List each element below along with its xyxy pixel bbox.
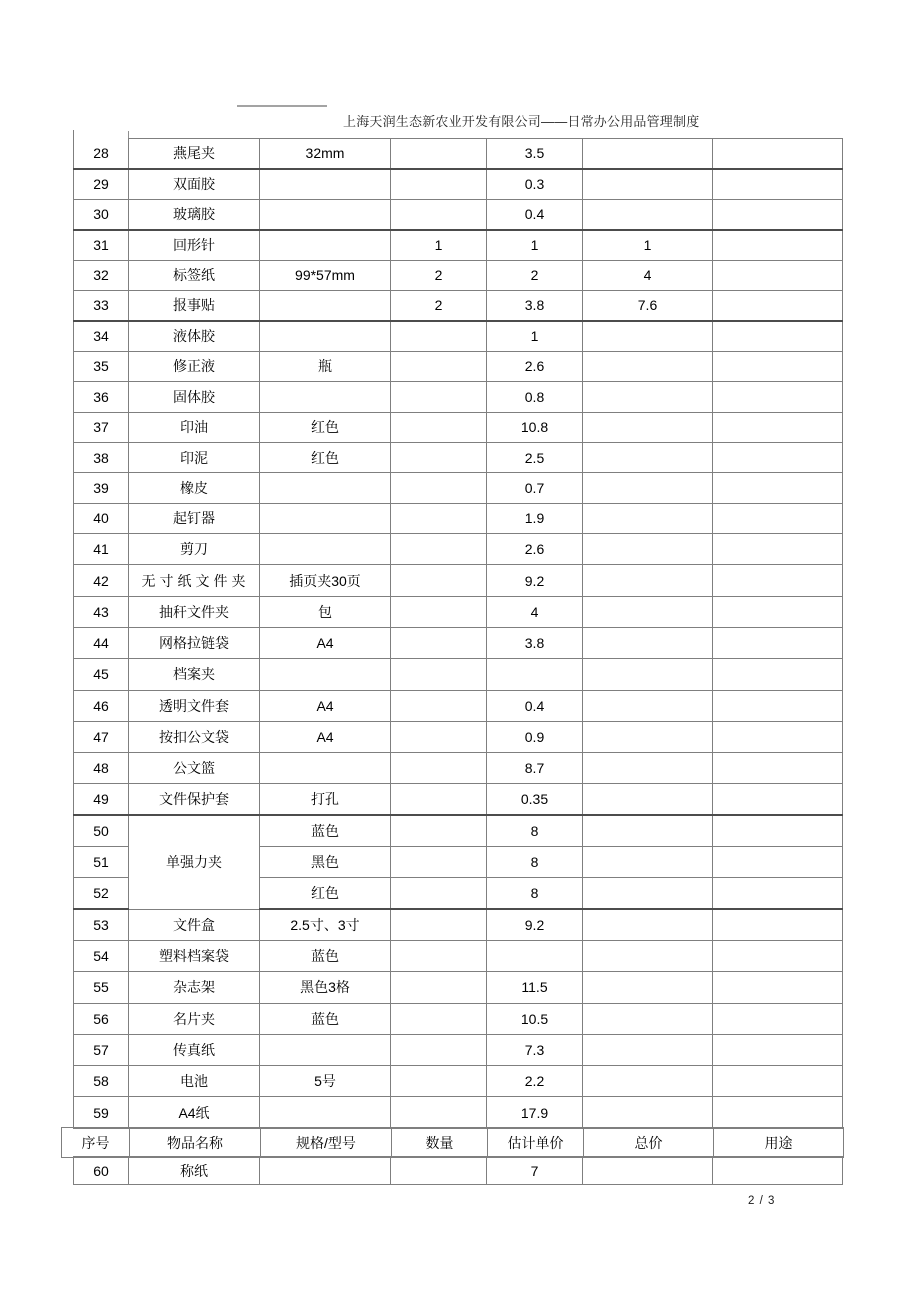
cell-spec: 5号 [260,1066,391,1097]
cell-use [713,721,843,752]
cell-name: 印油 [129,412,260,442]
cell-name: 橡皮 [129,473,260,503]
table-row [74,139,843,169]
table-row [74,753,843,784]
cell-name: 剪刀 [129,534,260,565]
cell-qty [391,721,487,752]
cell-price: 1 [487,321,583,351]
cell-spec [260,321,391,351]
cell-total [583,909,713,940]
cell-spec: 黑色3格 [260,972,391,1003]
cell-no: 28 [74,139,129,169]
cell-use [713,784,843,815]
cell-qty [391,503,487,533]
cell-no: 49 [74,784,129,815]
cell-qty [391,596,487,627]
cell-total [583,1097,713,1128]
cell-no: 32 [74,260,129,290]
cell-total [583,503,713,533]
cell-price: 10.5 [487,1003,583,1034]
cell-price: 9.2 [487,909,583,940]
doc-header-title: 上海天润生态新农业开发有限公司——日常办公用品管理制度 [343,114,700,129]
table-row [74,940,843,971]
cell-name: 双面胶 [129,169,260,199]
cell-qty: 1 [391,230,487,260]
cell-no: 57 [74,1034,129,1065]
cell-price: 10.8 [487,412,583,442]
table-row [74,260,843,290]
cell-total [583,815,713,846]
cell-use [713,503,843,533]
cell-name: 塑料档案袋 [129,940,260,971]
cell-use [713,199,843,229]
cell-use [713,382,843,412]
cell-qty [391,565,487,596]
table-row [74,1066,843,1097]
cell-name: 起钉器 [129,503,260,533]
cell-no: 42 [74,565,129,596]
cell-price: 0.35 [487,784,583,815]
cell-price: 3.5 [487,139,583,169]
cell-qty [391,753,487,784]
table-row [74,290,843,320]
cell-price: 9.2 [487,565,583,596]
cell-use [713,659,843,690]
cell-no: 54 [74,940,129,971]
cell-price: 8 [487,815,583,846]
cell-price: 4 [487,596,583,627]
cell-spec [260,659,391,690]
cell-use [713,753,843,784]
cell-total [583,169,713,199]
header-rule [237,105,327,107]
cell-price: 11.5 [487,972,583,1003]
cell-spec: A4 [260,690,391,721]
cell-no: 46 [74,690,129,721]
cell-use [713,815,843,846]
cell-price: 7 [487,1157,583,1185]
cell-qty [391,473,487,503]
cell-qty [391,878,487,909]
cell-price: 8 [487,847,583,878]
cell-name: A4纸 [129,1097,260,1128]
cell-no: 59 [74,1097,129,1128]
cell-price: 17.9 [487,1097,583,1128]
cell-name: 固体胶 [129,382,260,412]
table-row [74,442,843,472]
header-cell: 物品名称 [130,1128,261,1158]
cell-spec: 打孔 [260,784,391,815]
cell-price: 7.3 [487,1034,583,1065]
table-row [74,230,843,260]
cell-use [713,596,843,627]
cell-spec: 蓝色 [260,815,391,846]
column-header-row [62,1128,844,1158]
cell-use [713,442,843,472]
cell-spec [260,230,391,260]
cell-qty [391,690,487,721]
cell-no: 48 [74,753,129,784]
cell-use [713,1066,843,1097]
cell-qty: 2 [391,290,487,320]
cell-qty [391,1097,487,1128]
cell-no: 51 [74,847,129,878]
table-row [74,596,843,627]
table-row [74,627,843,658]
table-row [74,503,843,533]
cell-no: 35 [74,351,129,381]
cell-spec [260,199,391,229]
cell-spec: 红色 [260,442,391,472]
cell-no: 31 [74,230,129,260]
cell-no: 53 [74,909,129,940]
cell-use [713,940,843,971]
cell-name: 按扣公文袋 [129,721,260,752]
cell-no: 43 [74,596,129,627]
cell-total: 4 [583,260,713,290]
cell-price [487,940,583,971]
cell-total [583,721,713,752]
cell-no: 39 [74,473,129,503]
cell-price: 2.6 [487,351,583,381]
cell-use [713,412,843,442]
cell-no: 44 [74,627,129,658]
cell-no: 36 [74,382,129,412]
cell-use [713,1003,843,1034]
cell-spec [260,753,391,784]
cell-spec: A4 [260,627,391,658]
cell-qty [391,442,487,472]
cell-use [713,473,843,503]
cell-spec: 红色 [260,878,391,909]
cell-price: 0.7 [487,473,583,503]
cell-name: 燕尾夹 [129,139,260,169]
cell-spec: 蓝色 [260,940,391,971]
column-header-table [61,1127,844,1158]
cell-price: 1.9 [487,503,583,533]
cell-use [713,351,843,381]
cell-use [713,1097,843,1128]
cell-spec [260,382,391,412]
cell-qty [391,847,487,878]
cell-use [713,565,843,596]
cell-use [713,230,843,260]
cell-price: 0.3 [487,169,583,199]
cell-price: 8.7 [487,753,583,784]
cell-name: 文件保护套 [129,784,260,815]
cell-qty [391,139,487,169]
cell-spec: 蓝色 [260,1003,391,1034]
cell-name: 印泥 [129,442,260,472]
cell-total [583,1066,713,1097]
table-row [74,534,843,565]
cell-qty [391,940,487,971]
cell-price [487,659,583,690]
cell-no: 58 [74,1066,129,1097]
cell-total [583,321,713,351]
table-row [74,382,843,412]
cell-name: 单强力夹 [129,815,260,909]
cell-total [583,940,713,971]
table-row [74,1097,843,1128]
cell-total [583,1003,713,1034]
cell-use [713,847,843,878]
cell-use [713,260,843,290]
cell-total [583,878,713,909]
cell-total [583,1157,713,1185]
cell-spec: 黑色 [260,847,391,878]
cell-total: 7.6 [583,290,713,320]
header-cell: 用途 [714,1128,844,1158]
cell-total [583,412,713,442]
cell-use [713,627,843,658]
cell-spec [260,1097,391,1128]
cell-total [583,382,713,412]
cell-no: 38 [74,442,129,472]
cell-use [713,1157,843,1185]
cell-spec: 99*57mm [260,260,391,290]
supplies-table [73,138,843,1129]
table-row [74,1003,843,1034]
cell-name: 档案夹 [129,659,260,690]
cell-price: 2.2 [487,1066,583,1097]
cell-no: 30 [74,199,129,229]
cell-name: 透明文件套 [129,690,260,721]
header-cell: 序号 [62,1128,130,1158]
cell-use [713,169,843,199]
table-row [74,721,843,752]
cell-use [713,1034,843,1065]
cell-total: 1 [583,230,713,260]
cell-qty [391,909,487,940]
cell-total [583,784,713,815]
cell-spec [260,534,391,565]
cell-qty [391,351,487,381]
cell-name: 玻璃胶 [129,199,260,229]
cell-qty [391,199,487,229]
cell-name: 回形针 [129,230,260,260]
cell-spec: 红色 [260,412,391,442]
last-row-table [73,1156,843,1185]
table-row [74,473,843,503]
cell-use [713,972,843,1003]
cell-name: 传真纸 [129,1034,260,1065]
cell-price: 1 [487,230,583,260]
cell-spec [260,1034,391,1065]
cell-name: 液体胶 [129,321,260,351]
cell-qty [391,784,487,815]
cell-spec: A4 [260,721,391,752]
cell-total [583,473,713,503]
cell-qty [391,1003,487,1034]
cell-total [583,753,713,784]
cell-no: 56 [74,1003,129,1034]
table-row [74,784,843,815]
cell-qty [391,412,487,442]
cell-price: 2.5 [487,442,583,472]
table-row [74,815,843,846]
cell-price: 2 [487,260,583,290]
table-row [74,199,843,229]
cell-qty [391,1066,487,1097]
cell-name: 名片夹 [129,1003,260,1034]
cell-use [713,909,843,940]
cell-total [583,442,713,472]
cell-use [713,878,843,909]
cell-qty [391,659,487,690]
cell-no: 60 [74,1157,129,1185]
cell-use [713,290,843,320]
cell-total [583,627,713,658]
supplies-table-body [74,139,843,1129]
cell-total [583,1034,713,1065]
cell-name: 电池 [129,1066,260,1097]
cell-no: 29 [74,169,129,199]
cell-qty [391,972,487,1003]
cell-spec: 2.5寸、3寸 [260,909,391,940]
header-cell: 数量 [392,1128,488,1158]
table-row [74,351,843,381]
cell-no: 52 [74,878,129,909]
cell-name: 抽秆文件夹 [129,596,260,627]
cell-price: 8 [487,878,583,909]
cell-total [583,351,713,381]
cell-name: 杂志架 [129,972,260,1003]
cell-price: 0.9 [487,721,583,752]
cell-spec [260,503,391,533]
cell-total [583,596,713,627]
cell-qty [391,1157,487,1185]
cell-spec [260,169,391,199]
cell-no: 55 [74,972,129,1003]
cell-use [713,321,843,351]
cell-name: 网格拉链袋 [129,627,260,658]
table-row [74,690,843,721]
cell-name: 修正液 [129,351,260,381]
cell-price: 3.8 [487,627,583,658]
cell-use [713,139,843,169]
table-row [74,321,843,351]
last-row-body [74,1157,843,1185]
cell-no: 50 [74,815,129,846]
cell-spec [260,473,391,503]
cell-no: 47 [74,721,129,752]
cell-total [583,847,713,878]
cell-name: 文件盒 [129,909,260,940]
cell-spec: 32mm [260,139,391,169]
cell-name: 公文篮 [129,753,260,784]
table-row [74,659,843,690]
table-row [74,412,843,442]
table-row [74,909,843,940]
cell-name: 报事贴 [129,290,260,320]
table-row [74,169,843,199]
cell-spec: 插页夹30页 [260,565,391,596]
cell-spec [260,290,391,320]
cell-qty [391,169,487,199]
cell-qty [391,382,487,412]
table-row [74,565,843,596]
cell-name: 无寸纸文件夹 [129,565,260,596]
cell-name: 标签纸 [129,260,260,290]
cell-qty [391,627,487,658]
cell-spec: 包 [260,596,391,627]
cell-total [583,199,713,229]
cell-price: 0.8 [487,382,583,412]
cell-price: 3.8 [487,290,583,320]
cell-name: 称纸 [129,1157,260,1185]
cell-qty [391,1034,487,1065]
header-cell: 规格/型号 [261,1128,392,1158]
cell-total [583,690,713,721]
cell-no: 41 [74,534,129,565]
cell-total [583,139,713,169]
cell-qty [391,815,487,846]
header-cell: 估计单价 [488,1128,584,1158]
cell-spec: 瓶 [260,351,391,381]
cell-qty: 2 [391,260,487,290]
cell-no: 34 [74,321,129,351]
table-row [74,972,843,1003]
column-header-body [62,1128,844,1158]
cell-no: 33 [74,290,129,320]
cell-no: 40 [74,503,129,533]
cell-price: 0.4 [487,199,583,229]
cell-price: 2.6 [487,534,583,565]
cell-total [583,659,713,690]
cell-qty [391,321,487,351]
cell-use [713,534,843,565]
table-row [74,1157,843,1185]
page-number: 2 / 3 [748,1195,776,1207]
cell-use [713,690,843,721]
cell-no: 37 [74,412,129,442]
cell-total [583,565,713,596]
cell-spec [260,1157,391,1185]
cell-price: 0.4 [487,690,583,721]
header-cell: 总价 [584,1128,714,1158]
cell-total [583,972,713,1003]
cell-qty [391,534,487,565]
cell-no: 45 [74,659,129,690]
table-row [74,1034,843,1065]
cell-total [583,534,713,565]
